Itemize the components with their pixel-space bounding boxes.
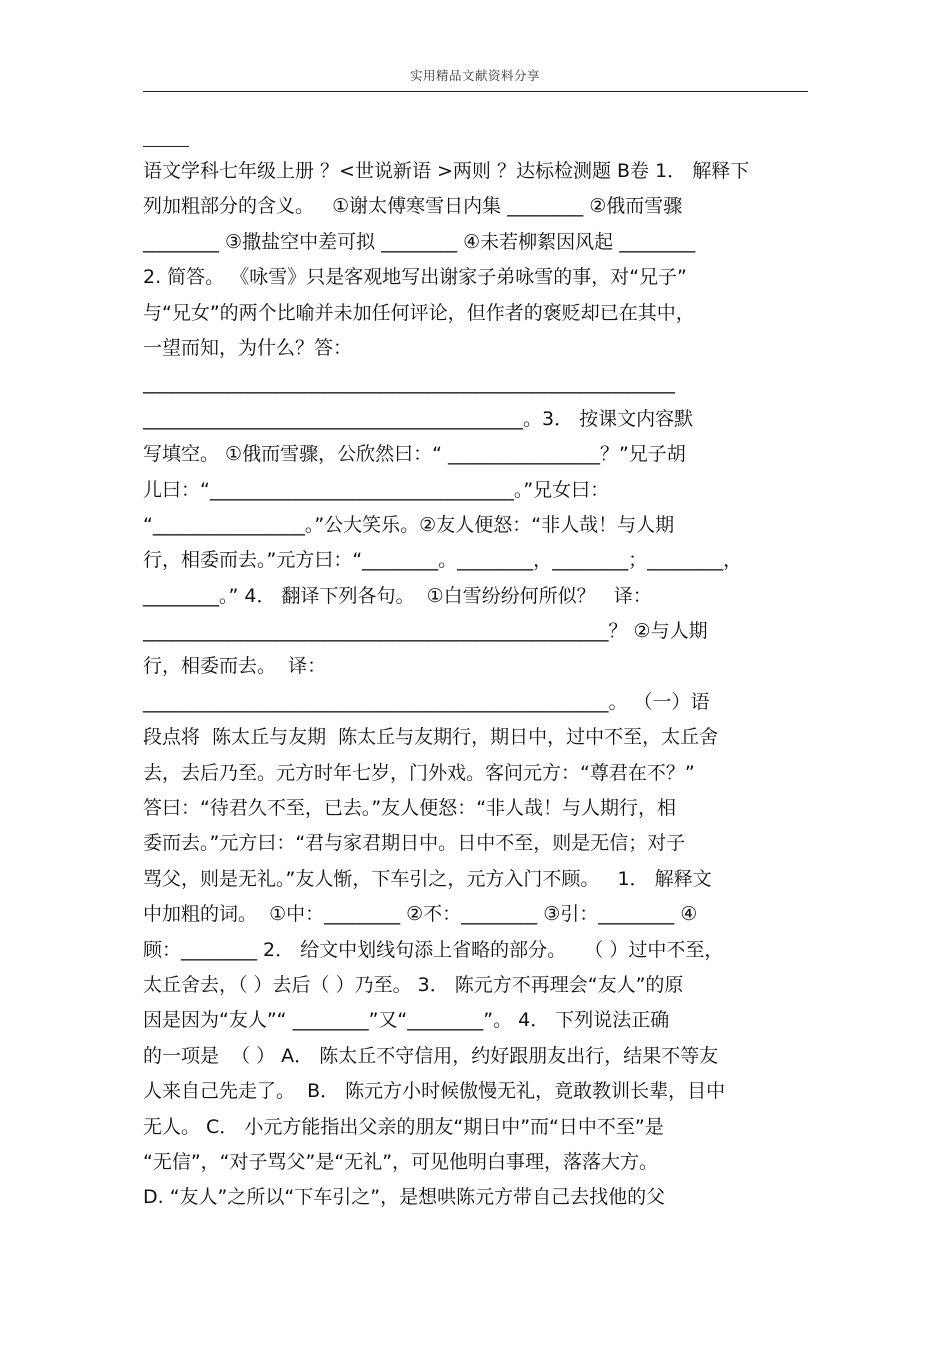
text-line: 列加粗部分的含义。 ①谢太傅寒雪日内集 ________ ②俄而雪骤 (143, 195, 683, 218)
text-line: ________________________________________。3． 按课文内容默 (143, 407, 694, 430)
text-line: 无人。 C． 小元方能指出父亲的朋友“期日中”而“日中不至”是 (143, 1115, 664, 1138)
text-line: ________。” 4． 翻译下列各句。 ①白雪纷纷何所似？ 译： (143, 584, 652, 607)
text-line: “________________。”公大笑乐。②友人便怒：“非人哉！与人期 (143, 513, 675, 536)
text-line: 人来自己先走了。 B． 陈元方小时候傲慢无礼，竟敢教训长辈，目中 (143, 1080, 726, 1103)
text-line: 与“兄女”的两个比喻并未加任何评论，但作者的褒贬却已在其中， (143, 301, 695, 324)
text-line: 太丘舍去，（ ）去后（ ）乃至。 3． 陈元方不再理会“友人”的原 (143, 973, 684, 996)
text-line: 段点将 陈太丘与友期 陈太丘与友期行，期日中，过中不至，太丘舍 (143, 726, 719, 749)
text-line: 行，相委而去。 译： (143, 655, 327, 678)
text-line: 儿曰：“________________________________。”兄女曰： (143, 478, 610, 501)
text-line: _________________________________________________？ ②与人期 (143, 620, 708, 643)
blank-line-mark (143, 146, 189, 147)
text-line: 的一项是 （ ） A． 陈太丘不守信用，约好跟朋友出行，结果不等友 (143, 1044, 719, 1067)
text-line: 中加粗的词。 ①中：________ ②不：________ ③引：________ ④ (143, 903, 698, 926)
text-line: 因是因为“友人”“ ________”又“________”。 4． 下列说法正确 (143, 1009, 670, 1032)
text-line: ________________________________________________________ (143, 372, 675, 395)
text-line: 一望而知，为什么？答： (143, 336, 353, 359)
text-line: 去，去后乃至。元方时年七岁，门外戏。客问元方：“尊君在不？” (143, 761, 695, 784)
header-title: 实用精品文献资料分享 (409, 68, 540, 83)
text-line: 写填空。 ①俄而雪骤，公欣然曰：“ ________________？”兄子胡 (143, 443, 686, 466)
text-line: 委而去。”元方曰：“君与家君期日中。日中不至，则是无信；对子 (143, 832, 686, 855)
text-line: 答曰：“待君久不至，已去。”友人便怒：“非人哉！与人期行，相 (143, 797, 677, 820)
text-line: 语文学科七年级上册 ？<世说新语 >两则 ？达标检测题 B卷 1． 解释下 (143, 160, 750, 182)
text-line: _________________________________________________。 （一）语 (143, 690, 710, 713)
text-line: 2. 简答。 《咏雪》只是客观地写出谢家子弟咏雪的事，对“兄子” (143, 266, 687, 289)
text-line: D. “友人”之所以“下车引之”，是想哄陈元方带自己去找他的父 (143, 1186, 666, 1209)
text-line: 顾：________ 2． 给文中划线句添上省略的部分。 （ ）过中不至， (143, 938, 724, 961)
text-line: ________ ③撒盐空中差可拟 ________ ④未若柳絮因风起 ________ (143, 230, 696, 253)
text-line: 骂父，则是无礼。”友人惭，下车引之，元方入门不顾。 1． 解释文 (143, 867, 712, 890)
text-line: “无信”，“对子骂父”是“无礼”，可见他明白事理，落落大方。 (143, 1150, 659, 1173)
header-divider (143, 91, 808, 92)
document-body (143, 154, 808, 1216)
text-line: 行，相委而去。”元方曰：“________。________，________；________， (143, 549, 743, 572)
